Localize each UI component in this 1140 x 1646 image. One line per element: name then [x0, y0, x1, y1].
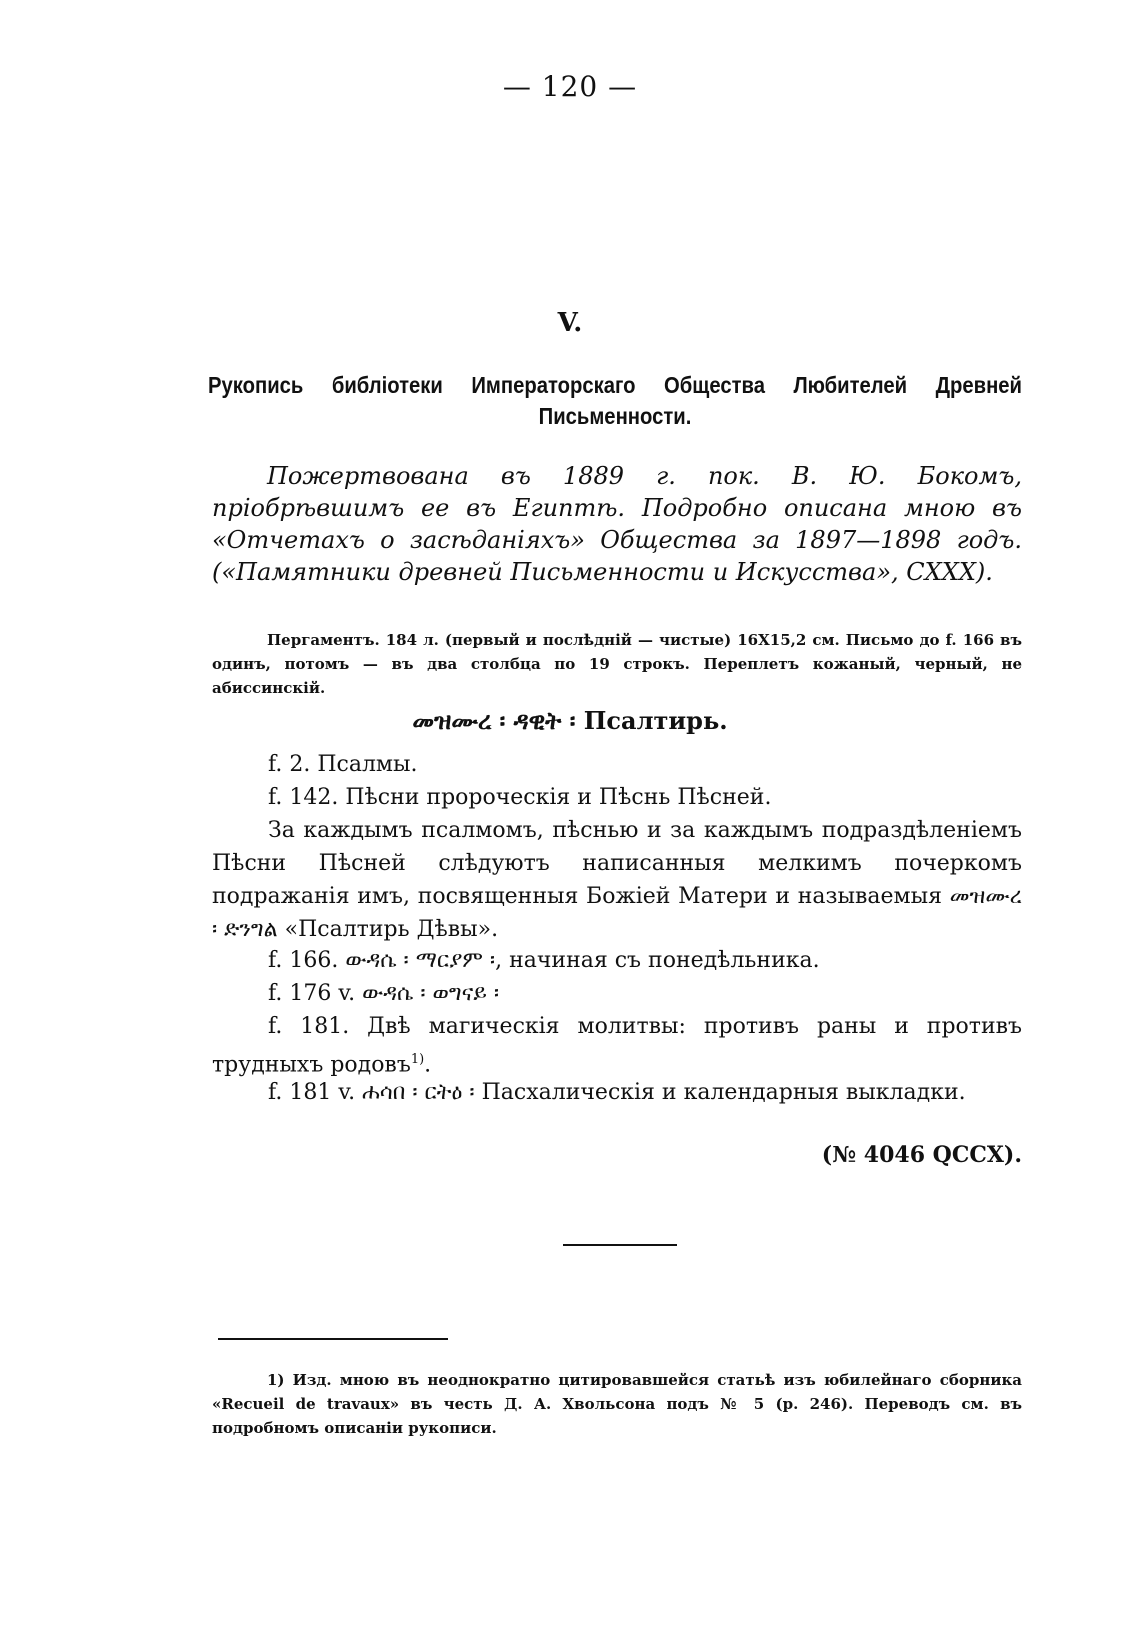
section-numeral: V. [557, 308, 583, 338]
entry-imitations: За каждымъ псалмомъ, пѣснью и за каждымъ подраздѣленіемъ Пѣсни Пѣсней слѣдуютъ написанныя мелкимъ почеркомъ подражанія имъ, посвященныя Божіей Матери и называемыя መዝሙረ ፡ ድንግል «Псалтирь Дѣвы». [212, 818, 1022, 942]
section-divider [563, 1244, 677, 1246]
entry-psalms: f. 2. Псалмы. [268, 752, 418, 777]
intro-paragraph: Пожертвована въ 1889 г. пок. В. Ю. Бокомъ, пріобрѣвшимъ ее въ Египтѣ. Подробно описана мною въ «Отчетахъ о засѣданіяхъ» Общества за 1897—1898 годъ. («Памятники древней Письменности и Искусства», CXXX). [212, 462, 1022, 586]
entry-songs: f. 142. Пѣсни пророческія и Пѣснь Пѣсней. [268, 785, 772, 810]
entry-f181: f. 181. Двѣ магическія молитвы: противъ раны и противъ трудныхъ родовъ$^{1)}$. [212, 1014, 1022, 1078]
footnote-divider [218, 1338, 448, 1340]
page-number: — 120 — [502, 70, 638, 103]
section-title: Рукопись библіотеки Императорскаго Общества Любителей Древней Письменности. [208, 372, 1022, 429]
entry-f166: f. 166. ውዳሴ ፡ ማርያም ፡, начиная съ понедѣльника. [268, 948, 820, 973]
catalog-number: (№ 4046 QCCX). [821, 1142, 1022, 1168]
footnote: 1) Изд. мною въ неоднократно цитировавшейся статьѣ изъ юбилейнаго сборника «Recueil de travaux» въ честь Д. А. Хвольсона подъ № 5 (р. 246). Переводъ см. въ подробномъ описаніи рукописи. [212, 1371, 1022, 1437]
manuscript-description: Пергаментъ. 184 л. (первый и послѣдній — чистые) 16Х15,2 см. Письмо до f. 166 въ одинъ, потомъ — въ два столбца по 19 строкъ. Переплетъ кожаный, черный, не абиссинскій. [212, 631, 1022, 697]
entry-f181v: f. 181 v. ሐሳበ ፡ ርትዕ ፡ Пасхалическія и календарныя выкладки. [268, 1080, 966, 1105]
entry-f181-text: f. 181. Двѣ магическія молитвы: противъ раны и противъ трудныхъ родовъ [212, 1014, 1022, 1078]
ethiopic-heading: መዝሙረ ፡ ዳዊት ፡ Псалтирь. [412, 706, 728, 735]
footnote-marker: 1) [410, 1052, 425, 1067]
entry-f176v: f. 176 v. ውዳሴ ፡ ወግናይ ፡ [268, 981, 500, 1006]
